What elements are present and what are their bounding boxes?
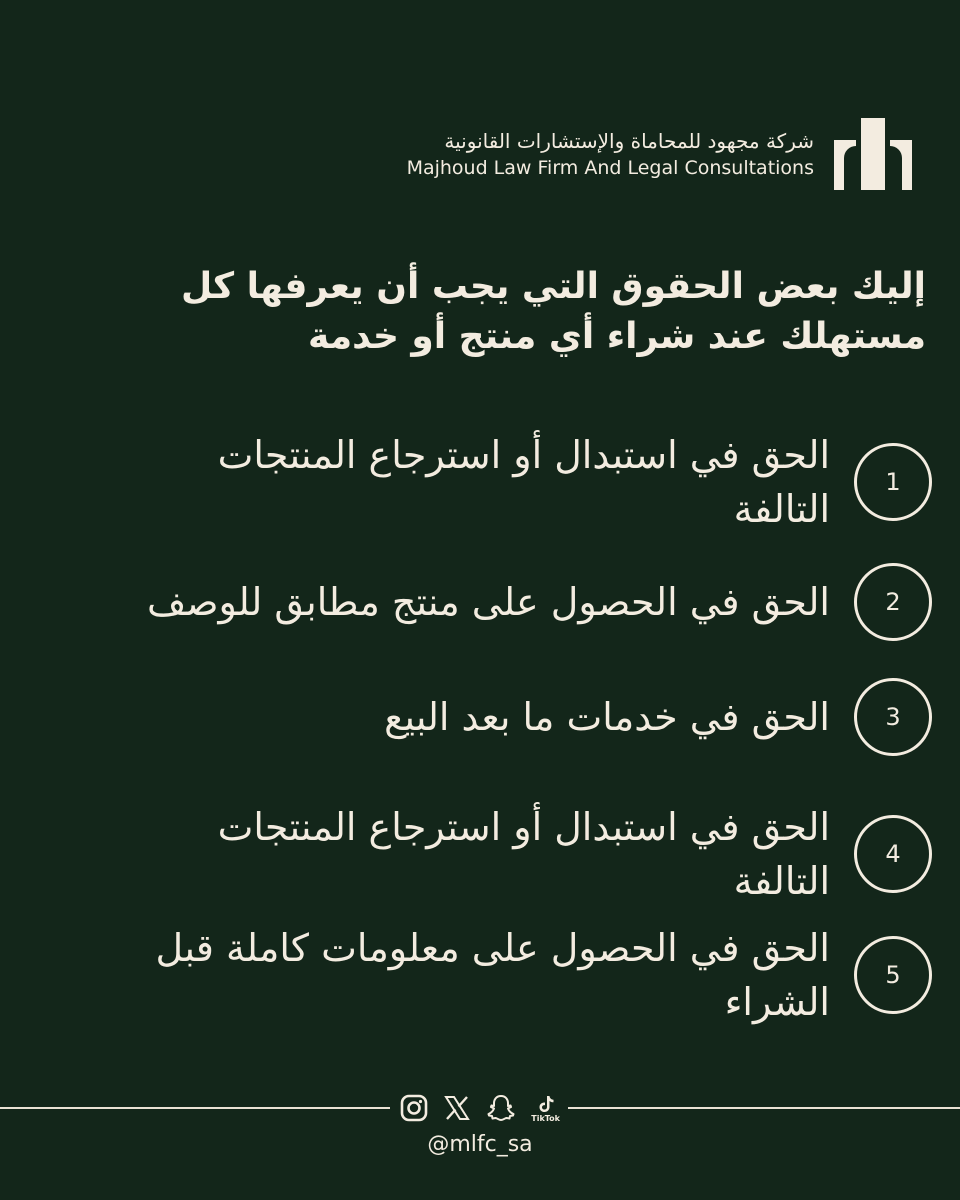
right-text: الحق في استبدال أو استرجاع المنتجات التالفة — [217, 433, 830, 531]
right-text: الحق في خدمات ما بعد البيع — [384, 695, 830, 739]
number-badge: 2 — [854, 563, 932, 641]
right-item-5 — [12, 921, 932, 1029]
right-item-2 — [12, 563, 932, 641]
tiktok-label: TikTok — [531, 1113, 560, 1123]
social-handle[interactable]: @mlfc_sa — [427, 1132, 533, 1157]
right-item-1 — [12, 428, 932, 536]
snapchat-icon[interactable] — [486, 1093, 516, 1123]
right-text: الحق في استبدال أو استرجاع المنتجات التالفة — [217, 805, 830, 903]
brand-header — [407, 118, 912, 190]
brand-name-arabic: شركة مجهود للمحاماة والإستشارات القانونية — [444, 129, 814, 153]
social-links — [400, 1090, 560, 1126]
brand-logo-icon — [834, 118, 912, 190]
right-item-4 — [12, 800, 932, 908]
number-badge: 4 — [854, 815, 932, 893]
footer-divider-left — [0, 1107, 390, 1109]
brand-name — [407, 127, 814, 181]
right-text: الحق في الحصول على منتج مطابق للوصف — [146, 580, 830, 624]
number-badge: 3 — [854, 678, 932, 756]
brand-name-english: Majhoud Law Firm And Legal Consultations — [406, 157, 814, 179]
right-text: الحق في الحصول على معلومات كاملة قبل الشراء — [155, 926, 830, 1024]
page-heading: إليك بعض الحقوق التي يجب أن يعرفها كل مستهلك عند شراء أي منتج أو خدمة — [181, 266, 926, 357]
instagram-icon[interactable] — [400, 1094, 428, 1122]
tiktok-icon[interactable] — [531, 1094, 560, 1123]
footer-divider-right — [568, 1107, 960, 1109]
number-badge: 1 — [854, 443, 932, 521]
right-item-3 — [12, 678, 932, 756]
number-badge: 5 — [854, 936, 932, 1014]
x-icon[interactable] — [444, 1095, 470, 1121]
